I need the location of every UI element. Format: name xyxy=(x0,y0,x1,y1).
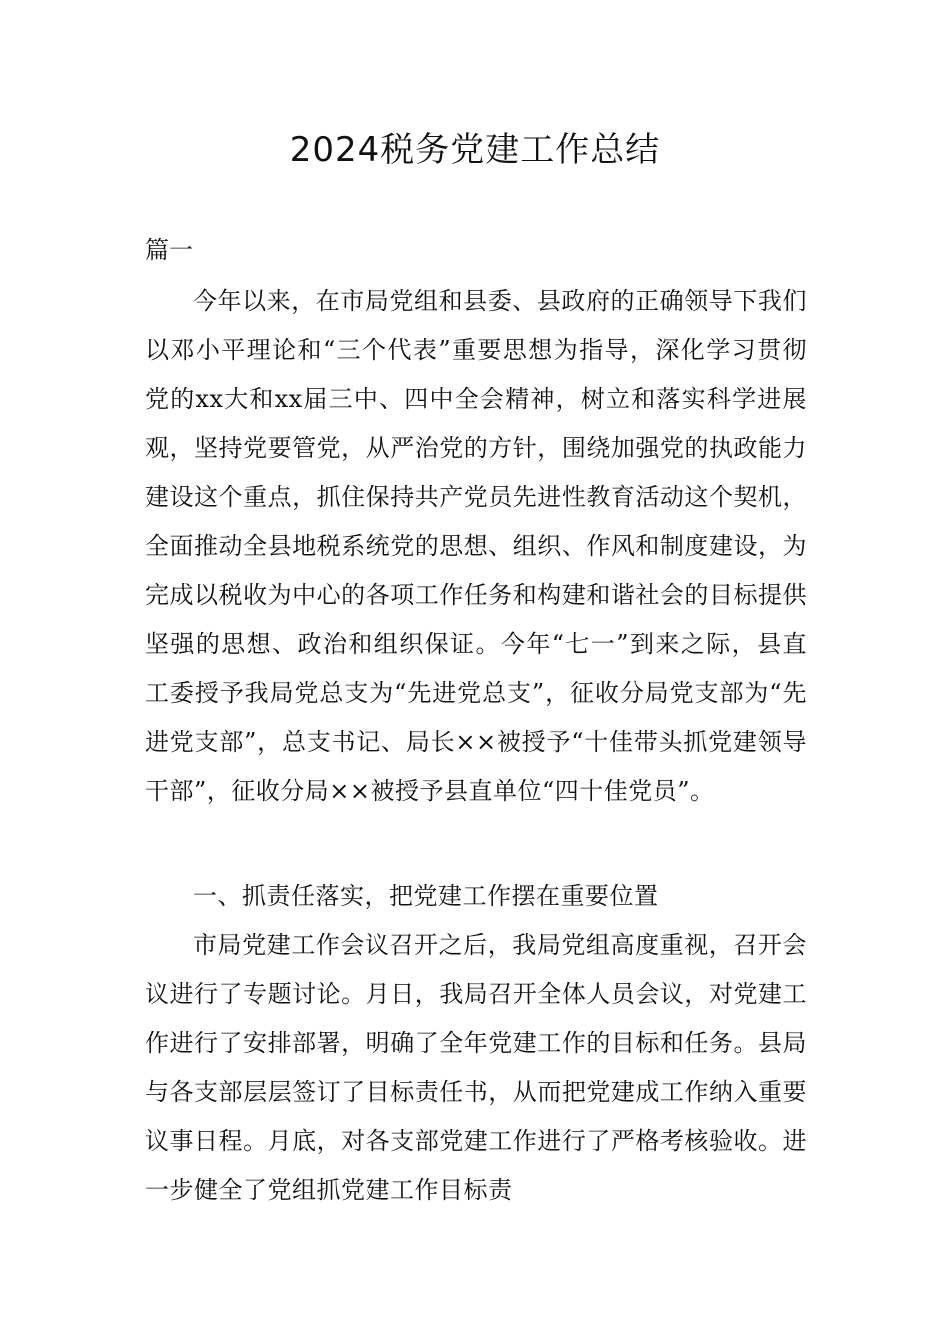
body-paragraph: 今年以来，在市局党组和县委、县政府的正确领导下我们以邓小平理论和“三个代表”重要思想为指导，深化学习贯彻党的xx大和xx届三中、四中全会精神，树立和落实科学进展观，坚持党要管党，从严治党的方针，围绕加强党的执政能力建设这个重点，抓住保持共产党员先进性教育活动这个契机，全面推动全县地税系统党的思想、组织、作风和制度建设，为完成以税收为中心的各项工作任务和构建和谐社会的目标提供坚强的思想、政治和组织保证。今年“七一”到来之际，县直工委授予我局党总支为“先进党总支”，征收分局党支部为“先进党支部”，总支书记、局长××被授予“十佳带头抓党建领导干部”，征收分局××被授予县直单位“四十佳党员”。 xyxy=(145,287,807,805)
section-heading: 一、抓责任落实，把党建工作摆在重要位置 xyxy=(193,882,659,910)
body-paragraph: 市局党建工作会议召开之后，我局党组高度重视，召开会议进行了专题讨论。月日，我局召开全体人员会议，对党建工作进行了安排部署，明确了全年党建工作的目标和任务。县局与各支部层层签订了目标责任书，从而把党建成工作纳入重要议事日程。月底，对各支部党建工作进行了严格考核验收。进一步健全了党组抓党建工作目标责 xyxy=(145,931,807,1204)
section-label: 篇一 xyxy=(145,236,193,264)
document-title: 2024税务党建工作总结 xyxy=(289,130,661,170)
